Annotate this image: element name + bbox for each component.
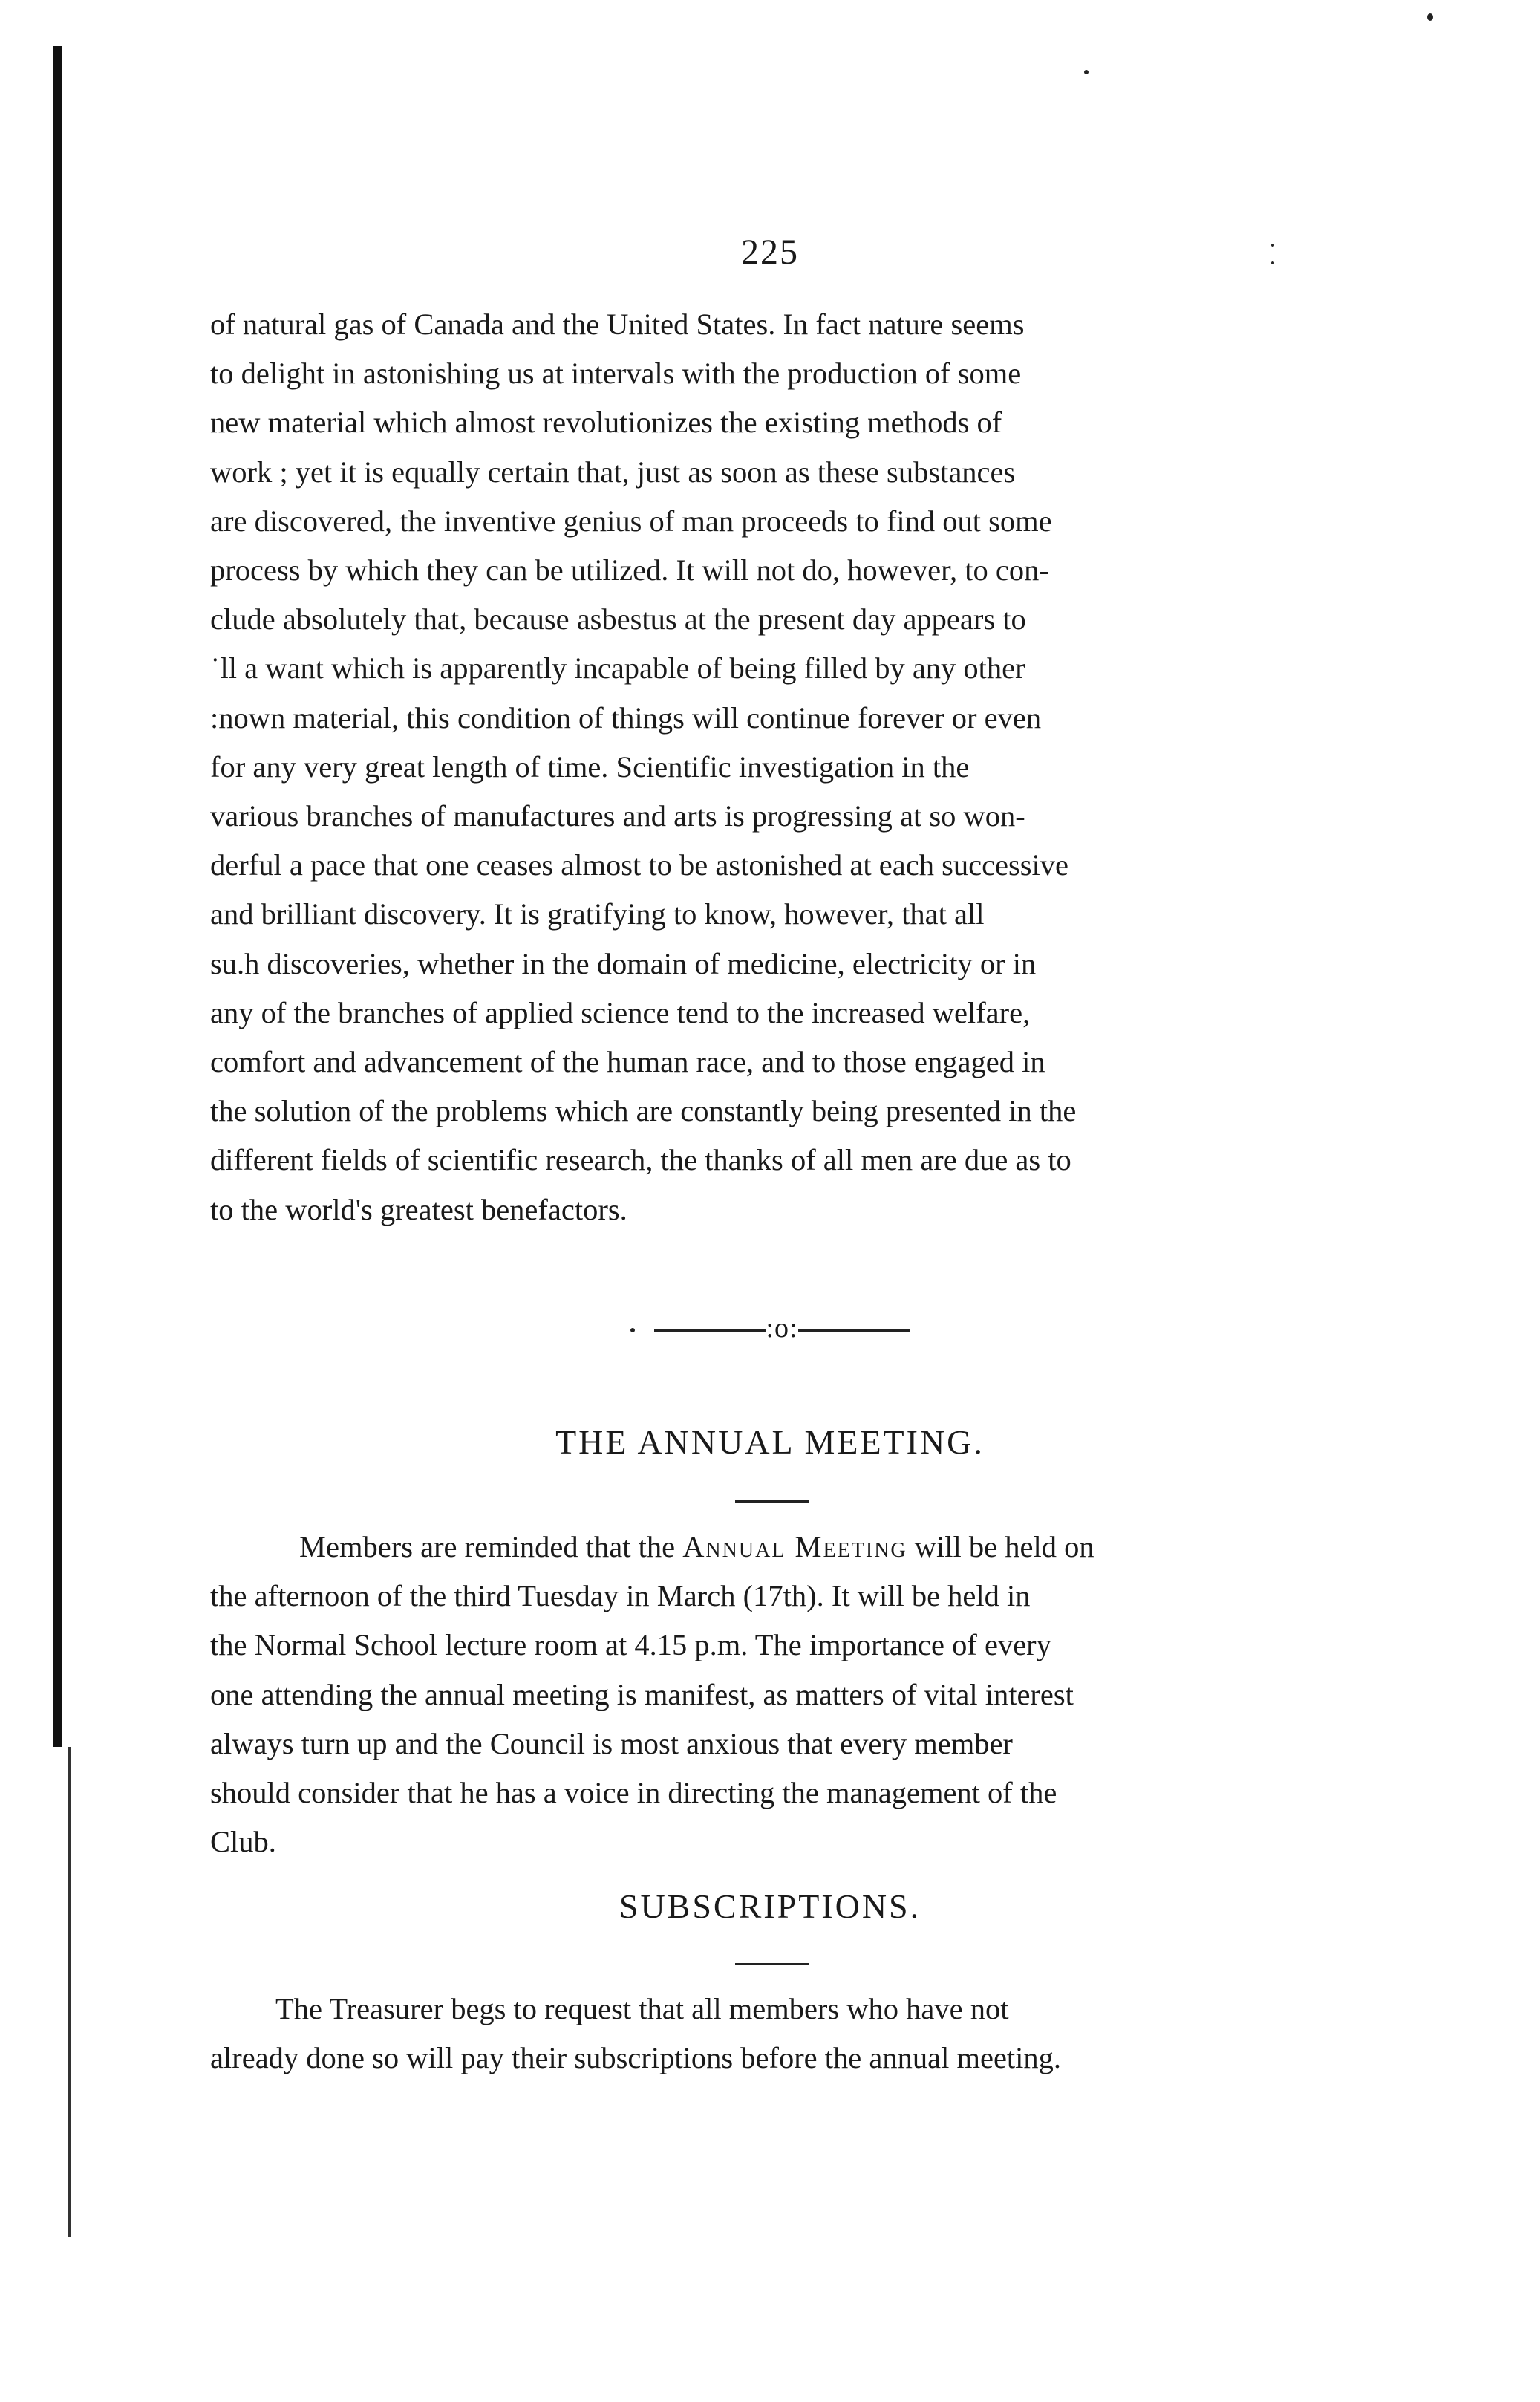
text-line: comfort and advancement of the human race, and to those engaged in xyxy=(210,1045,1045,1079)
separator-dash-left xyxy=(654,1329,766,1332)
text-line: already done so will pay their subscriptions before the annual meeting. xyxy=(210,2041,1062,2075)
heading-underline xyxy=(735,1963,809,1965)
text-line: should consider that he has a voice in directing the management of the xyxy=(210,1776,1057,1810)
text-line: of natural gas of Canada and the United States. In fact nature seems xyxy=(210,307,1025,341)
section-separator xyxy=(0,1312,1540,1344)
separator-mark: :o: xyxy=(766,1312,798,1344)
small-caps-phrase: Annual Meeting xyxy=(682,1530,907,1563)
text-line: any of the branches of applied science tend to the increased welfare, xyxy=(210,995,1031,1029)
text-line: to delight in astonishing us at intervals with the production of some xyxy=(210,357,1022,391)
annual-meeting-paragraph xyxy=(210,1523,1325,1866)
text-line: one attending the annual meeting is manifest, as matters of vital interest xyxy=(210,1677,1074,1711)
text-line: and brilliant discovery. It is gratifying to know, however, that all xyxy=(210,897,985,931)
text-line: :nown material, this condition of things will continue forever or even xyxy=(210,700,1042,735)
scan-speck xyxy=(1084,70,1089,74)
article-continuation xyxy=(210,300,1325,1234)
section-heading-subscriptions: SUBSCRIPTIONS. xyxy=(619,1887,921,1925)
text-line: work ; yet it is equally certain that, just as soon as these substances xyxy=(210,455,1016,489)
text-line: are discovered, the inventive genius of man proceeds to find out some xyxy=(210,504,1052,538)
text-line: Club. xyxy=(210,1825,276,1859)
text-line: process by which they can be utilized. It will not do, however, to con- xyxy=(210,553,1049,588)
page-edge-shadow-thin xyxy=(68,1747,71,2237)
text-line: the solution of the problems which are constantly being presented in the xyxy=(210,1094,1077,1128)
text-line: always turn up and the Council is most anxious that every member xyxy=(210,1726,1013,1760)
text-line: different fields of scientific research, the thanks of all men are due as to xyxy=(210,1143,1071,1177)
text-line: various branches of manufactures and arts is progressing at so won- xyxy=(210,799,1025,833)
text-line: ˙ll a want which is apparently incapable of being filled by any other xyxy=(210,651,1025,686)
page-number: 225 xyxy=(741,232,799,272)
scan-speck xyxy=(1427,13,1433,21)
section-heading-annual-meeting: THE ANNUAL MEETING. xyxy=(555,1423,985,1461)
text-line: the afternoon of the third Tuesday in March (17th). It will be held in xyxy=(210,1579,1031,1613)
text-line: su.h discoveries, whether in the domain of medicine, electricity or in xyxy=(210,946,1037,980)
separator-dot xyxy=(630,1328,635,1332)
separator-dash-right xyxy=(798,1329,910,1332)
text-line: The Treasurer begs to request that all members who have not xyxy=(275,1992,1009,2025)
text-line: new material which almost revolutionizes the existing methods of xyxy=(210,406,1002,440)
text-line: for any very great length of time. Scientific investigation in the xyxy=(210,749,970,784)
text-run: Members are reminded that the xyxy=(299,1530,683,1563)
page-edge-shadow xyxy=(53,46,62,1747)
text-line: to the world's greatest benefactors. xyxy=(210,1192,627,1226)
text-run: will be held on xyxy=(907,1530,1094,1563)
text-line: clude absolutely that, because asbestus at the present day appears to xyxy=(210,602,1026,637)
heading-underline xyxy=(735,1500,809,1503)
text-line xyxy=(210,1523,1325,1572)
subscriptions-paragraph xyxy=(210,1985,1325,2083)
text-line: derful a pace that one ceases almost to be astonished at each successive xyxy=(210,848,1069,882)
text-line: the Normal School lecture room at 4.15 p.m. The importance of every xyxy=(210,1628,1051,1662)
